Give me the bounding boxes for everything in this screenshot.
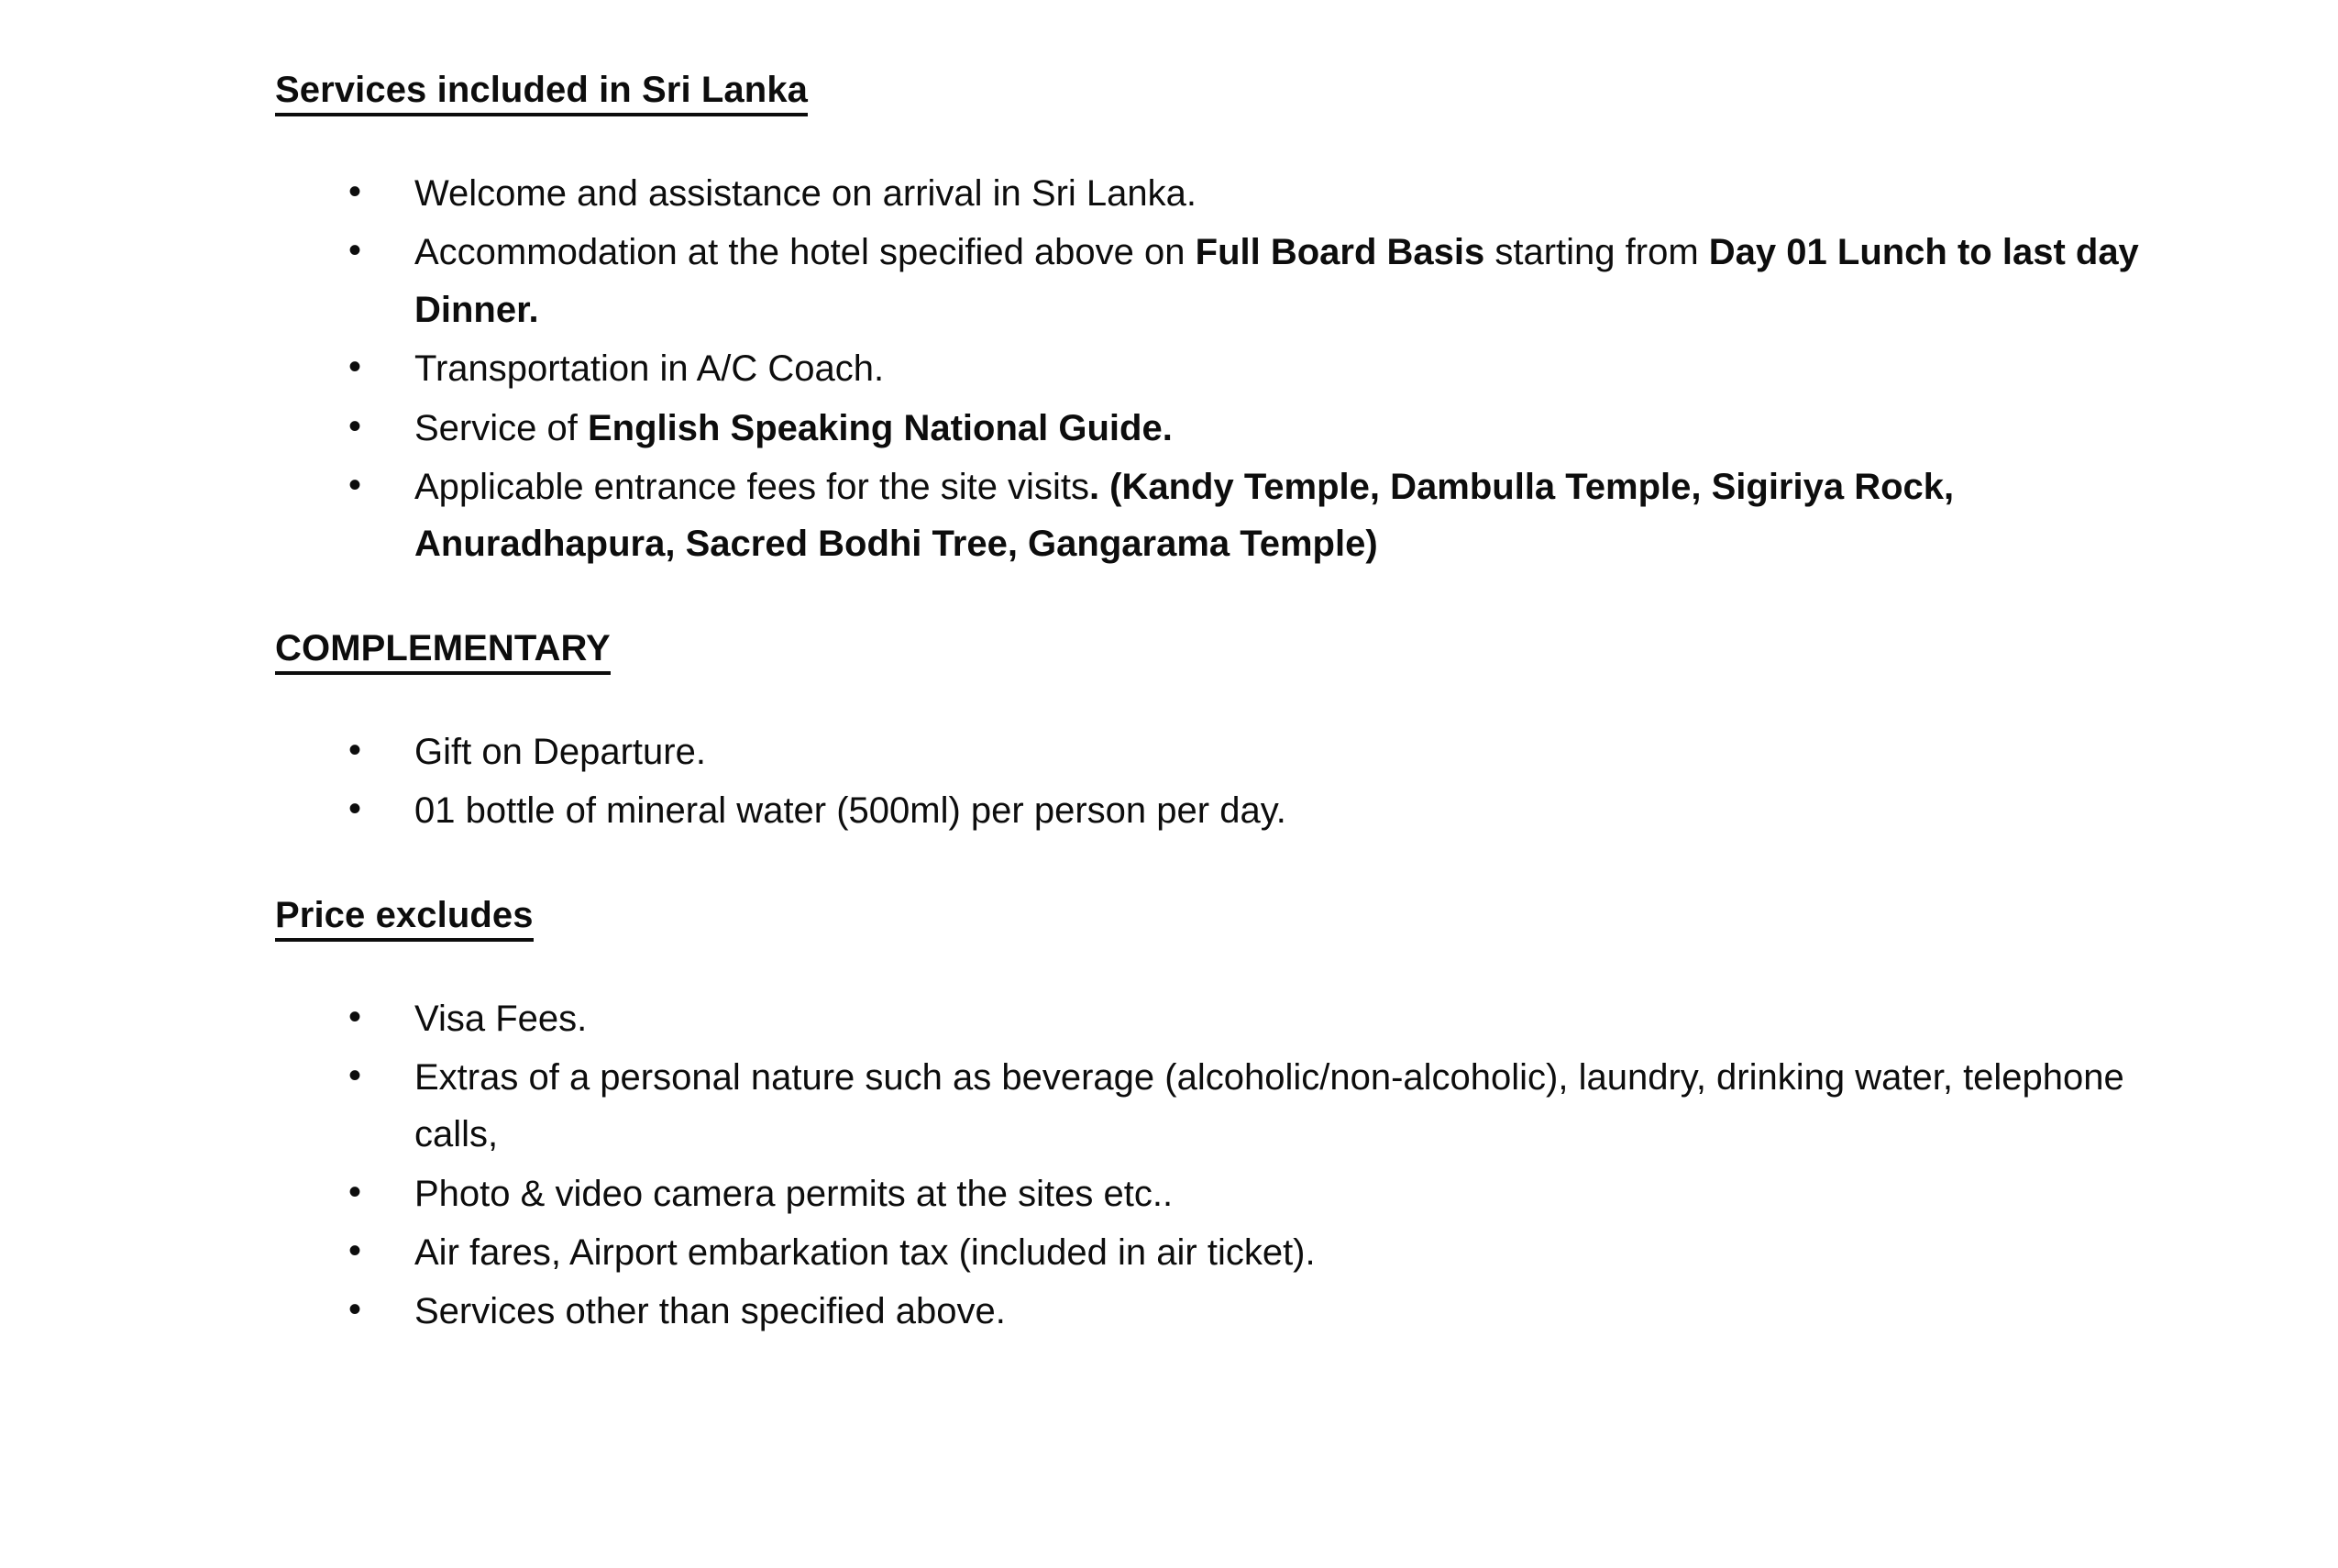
bullet-item-other-services <box>275 1283 2200 1340</box>
text-run: Transportation in A/C Coach. <box>414 348 885 390</box>
section-heading-complementary <box>275 624 2200 672</box>
bold-text-run: . (Kandy Temple, Dambulla Temple, Sigiriya Rock, Anuradhapura, Sacred Bodhi Tree, Gangarama Temple) <box>414 466 1955 565</box>
bullet-item-gift-on-departure <box>275 723 2200 780</box>
bullet-item-entrance-fees <box>275 458 2200 573</box>
heading-text: COMPLEMENTARY <box>275 628 611 675</box>
text-run: Gift on Departure. <box>414 731 706 772</box>
bold-text-run: Day 01 Lunch to last day Dinner. <box>414 232 2139 330</box>
document-body <box>275 66 2200 1341</box>
text-run: Service of <box>414 407 588 448</box>
text-run: 01 bottle of mineral water (500ml) per person per day. <box>414 790 1286 832</box>
spacer <box>275 672 2200 723</box>
text-run: Welcome and assistance on arrival in Sri Lanka. <box>414 173 1197 214</box>
bullet-item-welcome-assistance <box>275 165 2200 222</box>
heading-price-excludes <box>275 891 2200 939</box>
spacer <box>275 575 2200 624</box>
spacer <box>275 842 2200 891</box>
text-run: Visa Fees. <box>414 998 588 1039</box>
bullet-item-air-fares <box>275 1224 2200 1281</box>
heading-complementary <box>275 624 2200 672</box>
heading-text: Price excludes <box>275 895 534 942</box>
text-run: Applicable entrance fees for the site visits <box>414 466 1089 507</box>
text-run: Photo & video camera permits at the sites etc.. <box>414 1173 1174 1214</box>
bullet-list-complementary <box>275 723 2200 840</box>
text-run: Accommodation at the hotel specified above on <box>414 232 1196 273</box>
section-heading-services-included <box>275 66 2200 114</box>
bullet-list-price-excludes <box>275 990 2200 1341</box>
heading-text: Services included in Sri Lanka <box>275 70 808 116</box>
text-run: Extras of a personal nature such as beverage (alcoholic/non-alcoholic), laundry, drinking water, telephone calls, <box>414 1056 2124 1155</box>
bullet-item-personal-extras <box>275 1049 2200 1164</box>
bullet-item-mineral-water <box>275 782 2200 839</box>
bold-text-run: English Speaking National Guide. <box>587 407 1173 448</box>
spacer <box>275 114 2200 165</box>
text-run: Services other than specified above. <box>414 1291 1006 1332</box>
bullet-item-national-guide <box>275 400 2200 457</box>
bullet-list-services-included <box>275 165 2200 573</box>
bullet-item-camera-permits <box>275 1165 2200 1222</box>
heading-services-included <box>275 66 2200 114</box>
bullet-item-visa-fees <box>275 990 2200 1047</box>
text-run: Air fares, Airport embarkation tax (included in air ticket). <box>414 1232 1316 1274</box>
section-heading-price-excludes <box>275 891 2200 939</box>
bullet-item-transportation <box>275 340 2200 397</box>
spacer <box>275 939 2200 990</box>
bold-text-run: Full Board Basis <box>1195 232 1485 273</box>
bullet-item-accommodation <box>275 224 2200 338</box>
text-run: starting from <box>1484 232 1709 273</box>
